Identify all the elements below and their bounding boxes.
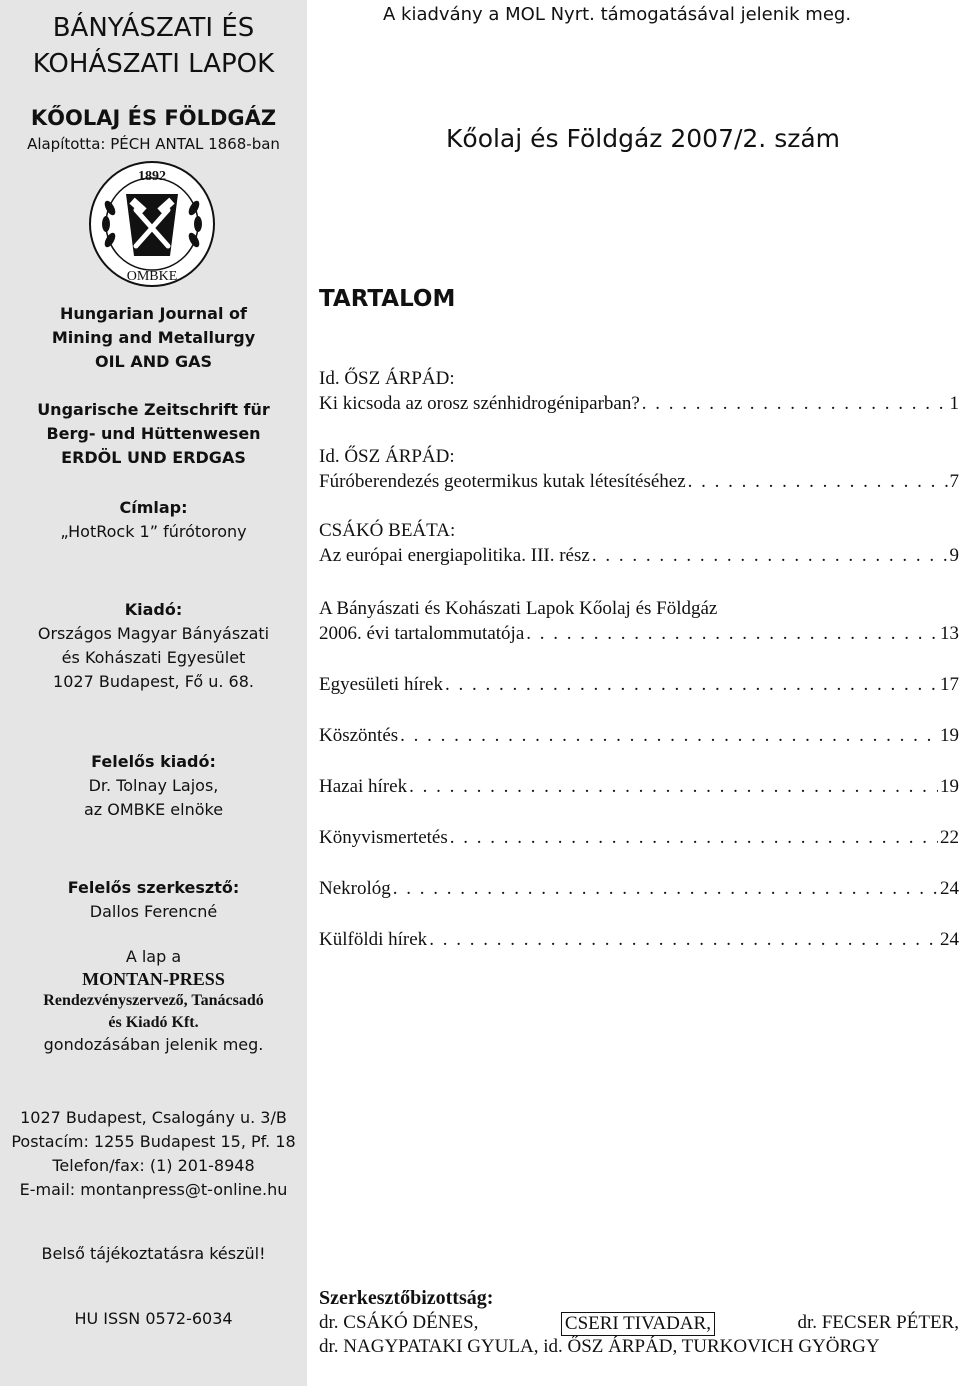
toc-title: Egyesületi hírek — [319, 674, 443, 695]
editorial-board-line-1 — [319, 1312, 959, 1336]
toc-entry[interactable] — [319, 725, 959, 750]
toc-dots — [526, 623, 938, 645]
toc-dots — [688, 471, 948, 493]
toc-page: 22 — [940, 827, 959, 848]
editorial-board-title: Szerkesztőbizottság: — [319, 1287, 494, 1309]
issn: HU ISSN 0572-6034 — [74, 1309, 233, 1328]
internal-note: Belső tájékoztatásra készül! — [41, 1244, 266, 1263]
toc-dots — [642, 393, 948, 415]
toc-title: Ki kicsoda az orosz szénhidrogéniparban? — [319, 393, 640, 414]
responsible-publisher-line: az OMBKE elnöke — [83, 800, 224, 819]
toc-page: 1 — [949, 393, 959, 414]
toc-entry[interactable] — [319, 368, 959, 418]
toc-dots — [409, 776, 938, 798]
german-line: Ungarische Zeitschrift für — [37, 400, 270, 419]
toc-entry[interactable] — [319, 827, 959, 852]
toc-dots — [445, 674, 938, 696]
toc-title: Fúróberendezés geotermikus kutak létesítéséhez — [319, 471, 686, 492]
toc-row — [319, 776, 959, 801]
cover-label: Címlap: — [119, 498, 188, 517]
german-title — [0, 398, 307, 470]
publisher-label: Kiadó: — [124, 600, 183, 619]
toc-row — [319, 929, 959, 954]
contact-line: E-mail: montanpress@t-online.hu — [19, 1180, 288, 1199]
responsible-editor — [0, 876, 307, 924]
toc-page: 7 — [949, 471, 959, 492]
toc-page: 24 — [940, 878, 959, 899]
care-company-desc: és Kiadó Kft. — [108, 1014, 199, 1031]
toc-entry[interactable] — [319, 674, 959, 699]
toc-row — [319, 545, 959, 570]
contact-line: 1027 Budapest, Csalogány u. 3/B — [20, 1108, 287, 1127]
toc-dots — [429, 929, 938, 951]
board-member: dr. FECSER PÉTER, — [797, 1312, 959, 1333]
toc-title: 2006. évi tartalommutatója — [319, 623, 525, 644]
cover-info — [0, 496, 307, 544]
toc-entry[interactable] — [319, 598, 959, 648]
toc-entry[interactable] — [319, 776, 959, 801]
publisher-info — [0, 598, 307, 694]
toc-row — [319, 623, 959, 648]
responsible-editor-label: Felelős szerkesztő: — [67, 878, 240, 897]
toc-heading: TARTALOM — [319, 286, 456, 312]
toc-page: 17 — [940, 674, 959, 695]
responsible-publisher — [0, 750, 307, 822]
toc-author: A Bányászati és Kohászati Lapok Kőolaj és Földgáz — [319, 598, 718, 619]
toc-title: Könyvismertetés — [319, 827, 448, 848]
responsible-publisher-label: Felelős kiadó: — [91, 752, 216, 771]
toc-page: 13 — [940, 623, 959, 644]
toc-entry[interactable] — [319, 520, 959, 570]
toc-row — [319, 393, 959, 418]
responsible-publisher-line: Dr. Tolnay Lajos, — [88, 776, 219, 795]
toc-title: Az európai energiapolitika. III. rész — [319, 545, 590, 566]
toc-title: Hazai hírek — [319, 776, 408, 797]
toc-entry[interactable] — [319, 929, 959, 954]
publisher-line: Országos Magyar Bányászati — [37, 624, 270, 643]
board-member-highlighted: CSERI TIVADAR, — [561, 1312, 715, 1336]
english-line: Mining and Metallurgy — [51, 328, 256, 347]
logo-year: 1892 — [138, 169, 166, 184]
toc-page: 19 — [940, 776, 959, 797]
journal-title-line-2: KOHÁSZATI LAPOK — [32, 49, 275, 79]
cover-value: „HotRock 1” fúrótorony — [60, 522, 247, 541]
english-title — [0, 302, 307, 374]
care-info — [0, 946, 307, 1056]
editorial-board-line-2: dr. NAGYPATAKI GYULA, id. ŐSZ ÁRPÁD, TURKOVICH GYÖRGY — [319, 1336, 880, 1357]
toc-entry[interactable] — [319, 446, 959, 496]
toc-entry[interactable] — [319, 878, 959, 903]
contact-line: Telefon/fax: (1) 201-8948 — [52, 1156, 255, 1175]
toc-author: Id. ŐSZ ÁRPÁD: — [319, 368, 455, 389]
crossed-hammers-logo — [86, 158, 218, 290]
toc-page: 19 — [940, 725, 959, 746]
logo-org: OMBKE — [126, 269, 178, 284]
toc-title: Külföldi hírek — [319, 929, 428, 950]
sponsor-note: A kiadvány a MOL Nyrt. támogatásával jelenik meg. — [383, 4, 852, 25]
publisher-line: és Kohászati Egyesület — [61, 648, 246, 667]
toc-dots — [450, 827, 938, 849]
english-line: Hungarian Journal of — [60, 304, 247, 323]
toc-dots — [592, 545, 948, 567]
toc-title: Köszöntés — [319, 725, 399, 746]
toc-row — [319, 725, 959, 750]
journal-subtitle: KŐOLAJ ÉS FÖLDGÁZ — [30, 106, 277, 130]
care-intro: A lap a — [125, 947, 182, 966]
contact-line: Postacím: 1255 Budapest 15, Pf. 18 — [11, 1132, 296, 1151]
toc-author: Id. ŐSZ ÁRPÁD: — [319, 446, 455, 467]
toc-row — [319, 471, 959, 496]
journal-title-line-1: BÁNYÁSZATI ÉS — [52, 13, 255, 43]
toc-page: 24 — [940, 929, 959, 950]
toc-row — [319, 827, 959, 852]
issue-title: Kőolaj és Földgáz 2007/2. szám — [446, 124, 841, 153]
care-company: MONTAN-PRESS — [82, 969, 225, 989]
responsible-editor-value: Dallos Ferencné — [89, 902, 218, 921]
german-line: ERDÖL UND ERDGAS — [61, 448, 246, 467]
toc-row — [319, 878, 959, 903]
toc-page: 9 — [949, 545, 959, 566]
toc-row — [319, 674, 959, 699]
english-line: OIL AND GAS — [95, 352, 212, 371]
care-company-desc: Rendezvényszervező, Tanácsadó — [43, 992, 264, 1009]
care-outro: gondozásában jelenik meg. — [43, 1035, 264, 1054]
founder-note: Alapította: PÉCH ANTAL 1868-ban — [27, 135, 280, 153]
toc-author: CSÁKÓ BEÁTA: — [319, 520, 456, 541]
toc-title: Nekrológ — [319, 878, 391, 899]
toc-dots — [393, 878, 938, 900]
german-line: Berg- und Hüttenwesen — [46, 424, 261, 443]
toc-dots — [400, 725, 938, 747]
sidebar — [0, 0, 307, 1386]
contact-info — [0, 1106, 307, 1202]
publisher-line: 1027 Budapest, Fő u. 68. — [53, 672, 254, 691]
board-member: dr. CSÁKÓ DÉNES, — [319, 1312, 479, 1333]
journal-title — [0, 10, 307, 82]
